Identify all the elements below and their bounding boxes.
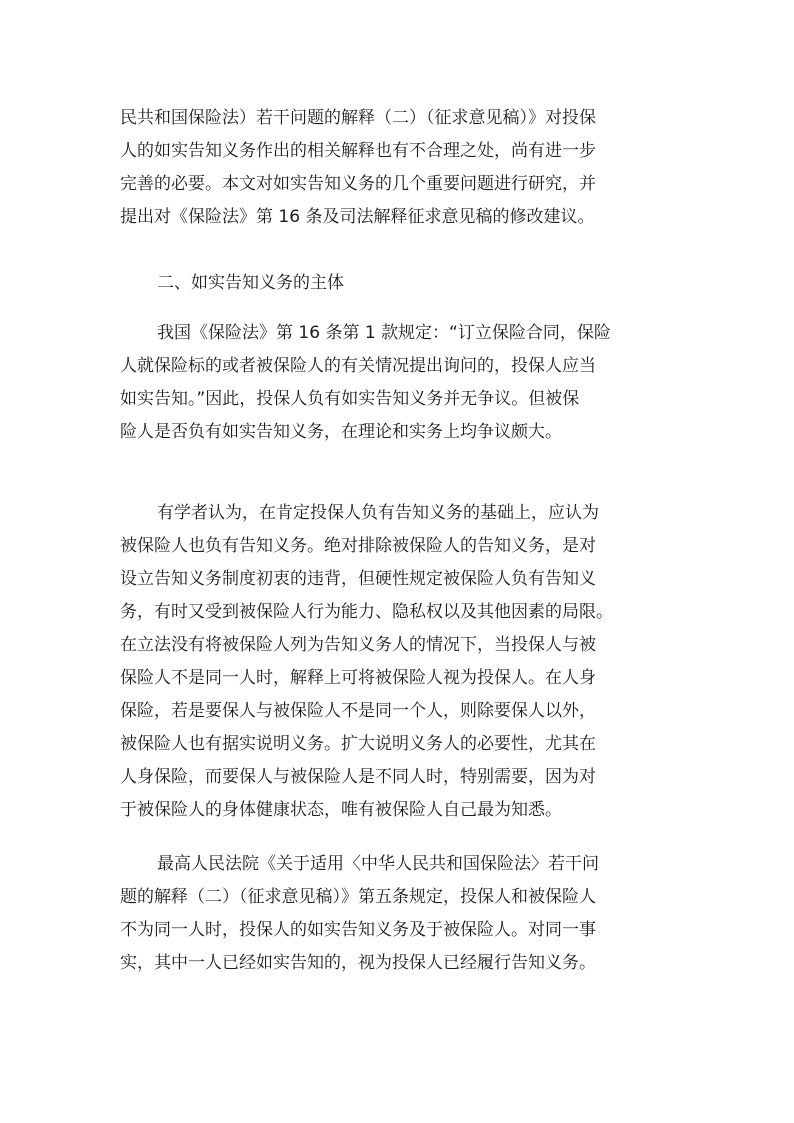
text-line: 务，有时又受到被保险人行为能力、隐私权以及其他因素的局限。 bbox=[120, 602, 613, 622]
text-line: 我国《保险法》第 16 条第 1 款规定：“订立保险合同，保险 bbox=[157, 323, 611, 343]
text-line: 人身保险，而要保人与被保险人是不同人时，特别需要，因为对 bbox=[120, 767, 596, 787]
paragraph-3 bbox=[120, 848, 686, 980]
text-line: 人就保险标的或者被保险人的有关情况提出询问的，投保人应当 bbox=[120, 356, 596, 376]
text-line: 设立告知义务制度初衷的违背，但硬性规定被保险人负有告知义 bbox=[120, 569, 596, 589]
text-line: 不为同一人时，投保人的如实告知义务及于被保险人。对同一事 bbox=[120, 920, 596, 940]
text-line: 民共和国保险法）若干问题的解释（二）（征求意见稿）》对投保 bbox=[120, 108, 596, 128]
text-line: 保险人不是同一人时，解释上可将被保险人视为投保人。在人身 bbox=[120, 668, 596, 688]
text-line: 被保险人也有据实说明义务。扩大说明义务人的必要性，尤其在 bbox=[120, 734, 596, 754]
text-line: 有学者认为，在肯定投保人负有告知义务的基础上，应认为 bbox=[157, 503, 599, 523]
text-line: 题的解释（二）（征求意见稿）》第五条规定，投保人和被保险人 bbox=[120, 887, 596, 907]
paragraph-2 bbox=[120, 497, 686, 827]
text-line: 提出对《保险法》第 16 条及司法解释征求意见稿的修改建议。 bbox=[120, 207, 595, 227]
section-heading: 二、如实告知义务的主体 bbox=[157, 273, 344, 293]
text-line: 被保险人也负有告知义务。绝对排除被保险人的告知义务，是对 bbox=[120, 536, 596, 556]
text-line: 人的如实告知义务作出的相关解释也有不合理之处，尚有进一步 bbox=[120, 141, 596, 161]
text-line: 如实告知。”因此，投保人负有如实告知义务并无争议。但被保 bbox=[120, 389, 580, 409]
text-line: 于被保险人的身体健康状态，唯有被保险人自己最为知悉。 bbox=[120, 800, 562, 820]
text-line: 保险，若是要保人与被保险人不是同一个人，则除要保人以外， bbox=[120, 701, 596, 721]
text-line: 在立法没有将被保险人列为告知义务人的情况下，当投保人与被 bbox=[120, 635, 596, 655]
intro-paragraph bbox=[120, 102, 686, 234]
paragraph-1 bbox=[120, 317, 686, 449]
text-line: 实，其中一人已经如实告知的，视为投保人已经履行告知义务。 bbox=[120, 953, 596, 973]
text-line: 险人是否负有如实告知义务，在理论和实务上均争议颇大。 bbox=[120, 422, 562, 442]
text-line: 完善的必要。本文对如实告知义务的几个重要问题进行研究，并 bbox=[120, 174, 596, 194]
text-line: 最高人民法院《关于适用〈中华人民共和国保险法〉若干问 bbox=[157, 854, 599, 874]
